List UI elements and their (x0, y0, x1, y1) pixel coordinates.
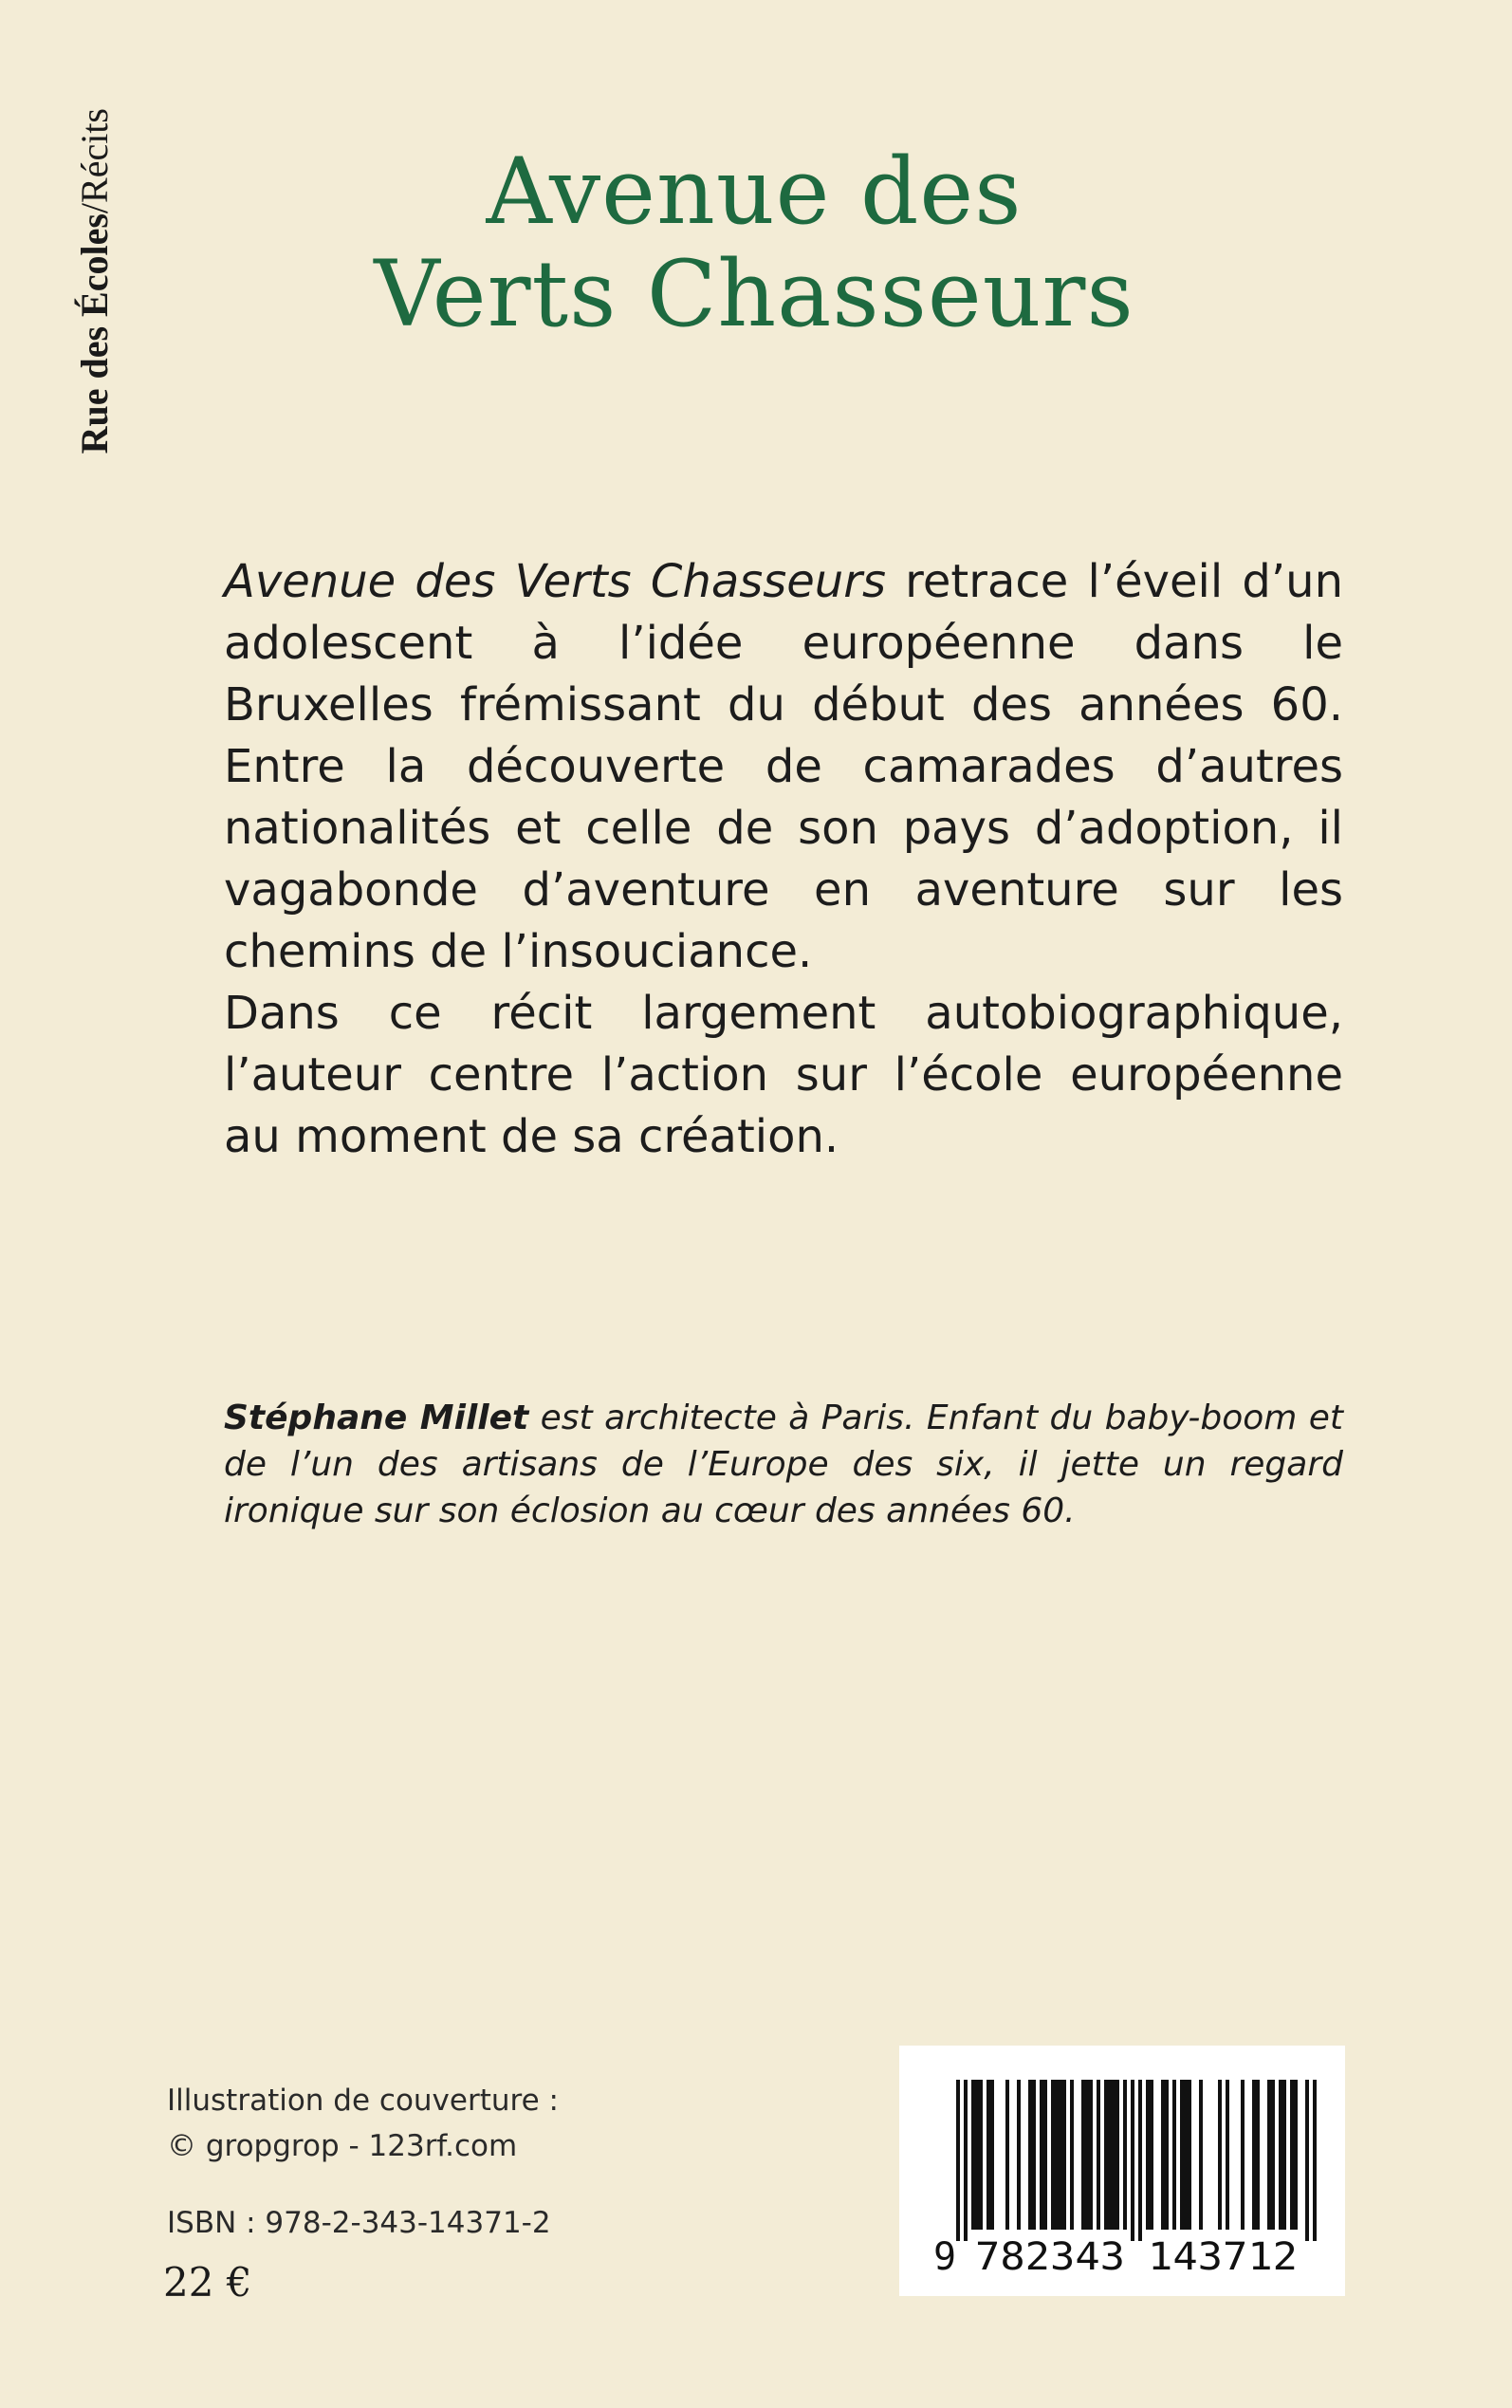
barcode-bar (1043, 2080, 1047, 2230)
barcode-bar (1085, 2080, 1089, 2230)
blurb-paragraph-1 (224, 551, 1343, 983)
barcode-bar (1267, 2080, 1271, 2230)
barcode-bar (1040, 2080, 1043, 2230)
barcode-bar (986, 2080, 990, 2230)
barcode-bar (1165, 2080, 1169, 2230)
barcode-bar (979, 2080, 983, 2230)
book-title-line-2: Verts Chasseurs (374, 241, 1134, 347)
author-bio-text: est architecte à Paris. Enfant du baby-boom et de l’un des artisans de l’Europe des six, il jette un regard ironique sur son éclosion au cœur des années 60. (224, 1398, 1343, 1530)
barcode-bar (1184, 2080, 1188, 2230)
blurb-paragraph-1-text: retrace l’éveil d’un adolescent à l’idée européenne dans le Bruxelles frémissant du début des années 60. Entre la découverte de camarades d’autres nationalités et celle de son pays d’adoption, il vagabonde d’aventure en aventure sur les chemins de l’insouciance. (224, 555, 1343, 978)
barcode-bar (1070, 2080, 1074, 2230)
barcode-bar (971, 2080, 975, 2230)
price: 22 € (163, 2259, 252, 2306)
barcode-bar (1150, 2080, 1153, 2230)
barcode-bar (1252, 2080, 1256, 2230)
barcode-bar (1104, 2080, 1108, 2230)
barcode-bar (1112, 2080, 1116, 2230)
barcode-bar (1226, 2080, 1229, 2230)
barcode-right-digits: 143712 (1148, 2235, 1298, 2279)
barcode-bar (1271, 2080, 1275, 2230)
barcode-bar (1097, 2080, 1100, 2230)
barcode-bar (1123, 2080, 1127, 2230)
barcode-bar (1241, 2080, 1245, 2230)
illustration-credits (167, 2078, 559, 2169)
book-title-line-1: Avenue des (486, 139, 1023, 245)
barcode-first-digit: 9 (933, 2235, 957, 2279)
barcode-bar (1138, 2080, 1142, 2241)
barcode-bar (1282, 2080, 1286, 2230)
barcode-graphic (899, 2046, 1345, 2296)
barcode-bar (1059, 2080, 1062, 2230)
barcode-bar (1051, 2080, 1055, 2230)
barcode-bar (1172, 2080, 1176, 2230)
barcode-left-digits: 782343 (975, 2235, 1125, 2279)
barcode-bar (1256, 2080, 1260, 2230)
barcode-bar (1131, 2080, 1134, 2241)
barcode-bar (1089, 2080, 1093, 2230)
blurb-title-reference: Avenue des Verts Chasseurs (224, 555, 886, 608)
barcode-bar (1180, 2080, 1184, 2230)
barcode-bar (964, 2080, 968, 2241)
illustration-credit-source: © gropgrop - 123rf.com (167, 2129, 518, 2163)
series-name: Rue des Écoles (73, 213, 116, 454)
barcode-bar (975, 2080, 979, 2230)
barcode-bar (1146, 2080, 1150, 2230)
barcode-bar (956, 2080, 960, 2241)
barcode-bars (956, 2080, 1317, 2241)
barcode-bar (1081, 2080, 1085, 2230)
barcode-bar (1188, 2080, 1191, 2230)
barcode-bar (1017, 2080, 1021, 2230)
barcode-bar (1199, 2080, 1203, 2230)
isbn: ISBN : 978-2-343-14371-2 (167, 2206, 551, 2240)
barcode-bar (1313, 2080, 1317, 2241)
barcode-bar (1062, 2080, 1066, 2230)
barcode-bar (1028, 2080, 1032, 2230)
barcode-bar (1161, 2080, 1165, 2230)
book-title (190, 140, 1318, 345)
barcode-bar (1055, 2080, 1059, 2230)
barcode-bar (1279, 2080, 1282, 2230)
barcode-bar (1108, 2080, 1112, 2230)
barcode-bar (990, 2080, 994, 2230)
barcode-bar (1305, 2080, 1309, 2241)
author-name: Stéphane Millet (224, 1398, 529, 1437)
barcode-bar (1290, 2080, 1294, 2230)
barcode-bar (1032, 2080, 1036, 2230)
barcode-bar (1005, 2080, 1009, 2230)
barcode-bar (1294, 2080, 1298, 2230)
barcode-bar (1116, 2080, 1119, 2230)
author-bio (224, 1395, 1343, 1534)
barcode (899, 2046, 1345, 2296)
barcode-bar (1218, 2080, 1222, 2230)
blurb-paragraph-2: Dans ce récit largement autobiographique, l’auteur centre l’action sur l’école européenne au moment de sa création. (224, 987, 1343, 1163)
series-subcategory: /Récits (73, 108, 116, 214)
illustration-credit-label: Illustration de couverture : (167, 2084, 559, 2118)
